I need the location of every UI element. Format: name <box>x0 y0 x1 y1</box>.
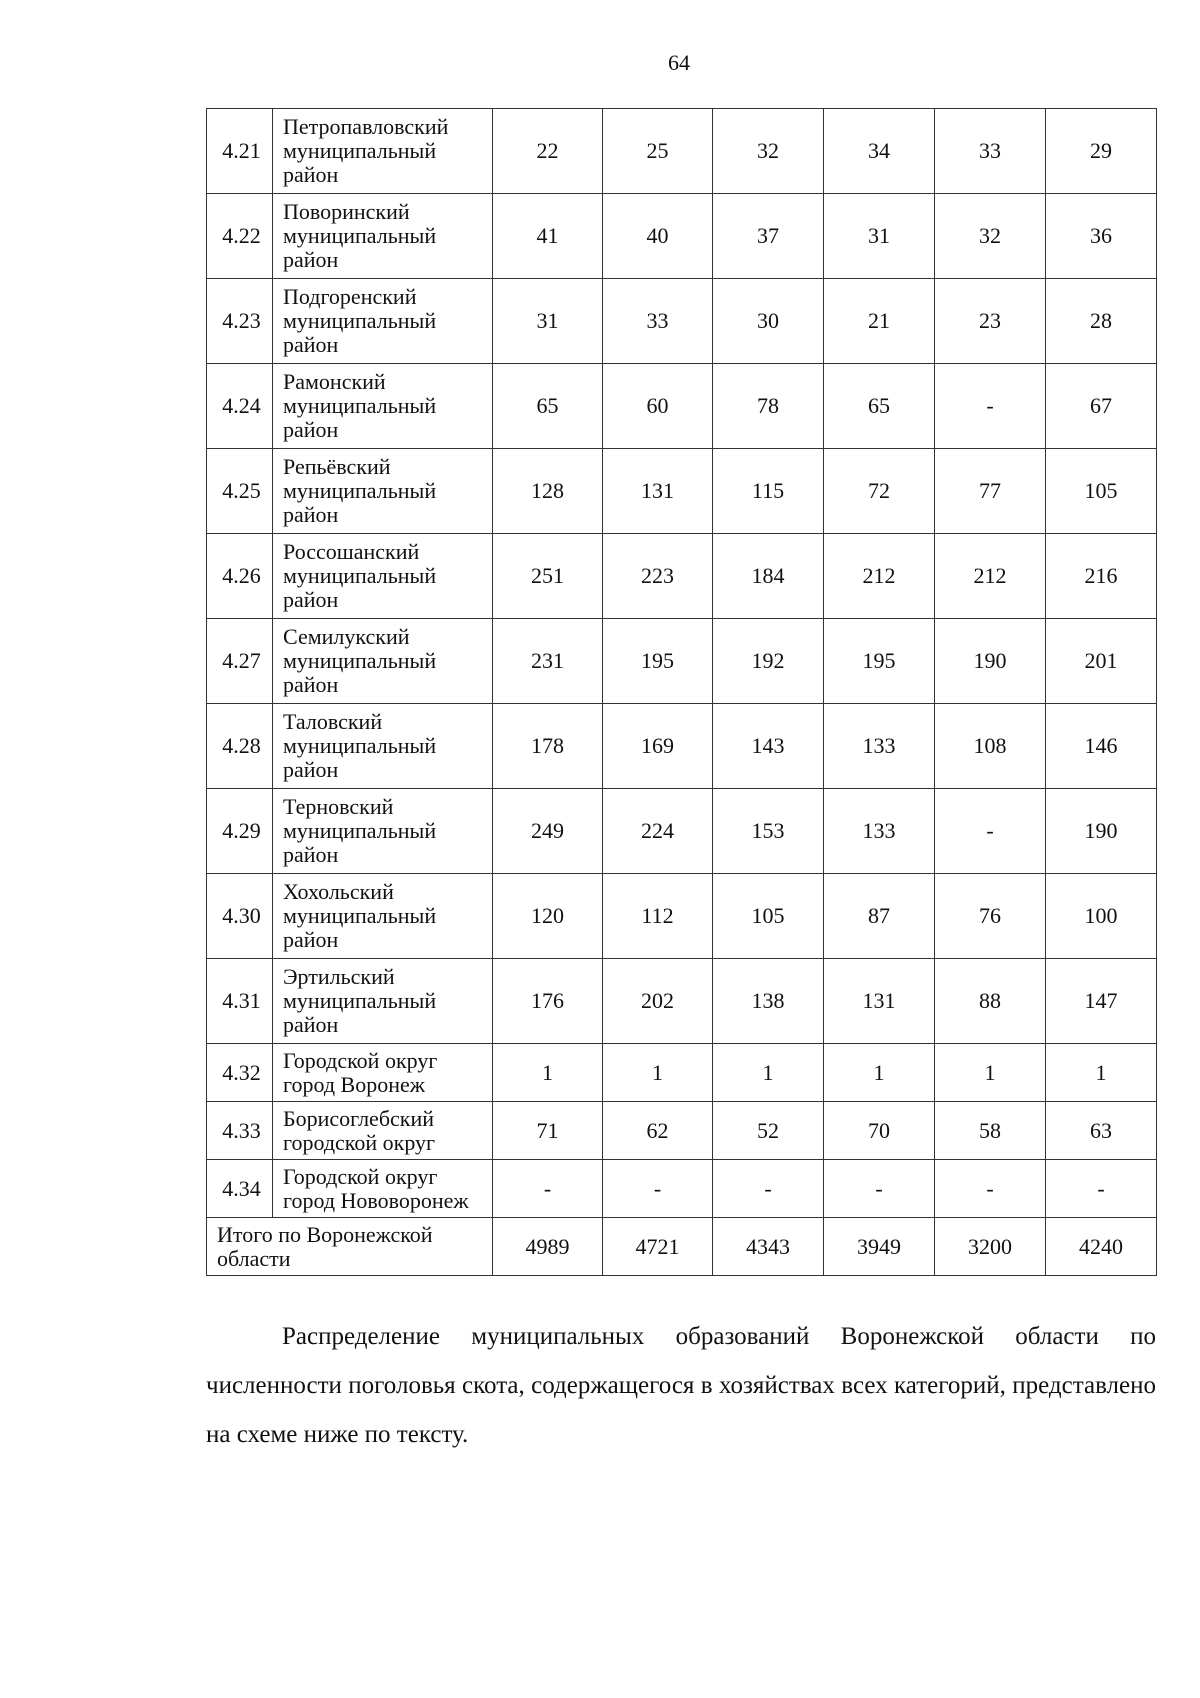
district-name: Рамонский муниципальный район <box>273 364 493 449</box>
value-cell: - <box>1046 1160 1157 1218</box>
row-number: 4.34 <box>207 1160 273 1218</box>
value-cell: 138 <box>713 959 824 1044</box>
table-row <box>207 279 1157 364</box>
district-name: Таловский муниципальный район <box>273 704 493 789</box>
table-row <box>207 194 1157 279</box>
value-cell: 105 <box>1046 449 1157 534</box>
value-cell: 34 <box>824 109 935 194</box>
district-name: Борисоглебский городской округ <box>273 1102 493 1160</box>
value-cell: 216 <box>1046 534 1157 619</box>
value-cell: 65 <box>824 364 935 449</box>
value-cell: 128 <box>493 449 603 534</box>
value-cell: 62 <box>603 1102 713 1160</box>
value-cell: 1 <box>935 1044 1046 1102</box>
value-cell: 71 <box>493 1102 603 1160</box>
row-number: 4.27 <box>207 619 273 704</box>
body-paragraph: Распределение муниципальных образований Воронежской области по численности поголовья скота, содержащегося в хозяйствах всех категорий, представлено на схеме ниже по тексту. <box>206 1323 1156 1448</box>
row-number: 4.23 <box>207 279 273 364</box>
value-cell: 202 <box>603 959 713 1044</box>
total-value-cell: 4240 <box>1046 1218 1157 1276</box>
row-number: 4.28 <box>207 704 273 789</box>
table-row <box>207 789 1157 874</box>
row-number: 4.33 <box>207 1102 273 1160</box>
value-cell: 112 <box>603 874 713 959</box>
row-number: 4.31 <box>207 959 273 1044</box>
district-name: Подгоренский муниципальный район <box>273 279 493 364</box>
value-cell: 108 <box>935 704 1046 789</box>
value-cell: 88 <box>935 959 1046 1044</box>
value-cell: 63 <box>1046 1102 1157 1160</box>
table-row <box>207 1160 1157 1218</box>
table-row <box>207 534 1157 619</box>
value-cell: 22 <box>493 109 603 194</box>
value-cell: 25 <box>603 109 713 194</box>
table-row <box>207 1102 1157 1160</box>
value-cell: 146 <box>1046 704 1157 789</box>
value-cell: 32 <box>713 109 824 194</box>
value-cell: 131 <box>824 959 935 1044</box>
value-cell: 178 <box>493 704 603 789</box>
total-label: Итого по Воронежской области <box>207 1218 493 1276</box>
value-cell: 169 <box>603 704 713 789</box>
value-cell: 115 <box>713 449 824 534</box>
value-cell: 223 <box>603 534 713 619</box>
value-cell: 195 <box>824 619 935 704</box>
table-row <box>207 704 1157 789</box>
row-number: 4.29 <box>207 789 273 874</box>
value-cell: 67 <box>1046 364 1157 449</box>
value-cell: 33 <box>603 279 713 364</box>
value-cell: 78 <box>713 364 824 449</box>
value-cell: 60 <box>603 364 713 449</box>
value-cell: 28 <box>1046 279 1157 364</box>
value-cell: 52 <box>713 1102 824 1160</box>
livestock-table <box>206 108 1157 1276</box>
value-cell: - <box>935 789 1046 874</box>
table-row <box>207 874 1157 959</box>
total-value-cell: 4343 <box>713 1218 824 1276</box>
value-cell: 58 <box>935 1102 1046 1160</box>
value-cell: 1 <box>493 1044 603 1102</box>
value-cell: 72 <box>824 449 935 534</box>
value-cell: 133 <box>824 704 935 789</box>
value-cell: 133 <box>824 789 935 874</box>
total-value-cell: 4721 <box>603 1218 713 1276</box>
value-cell: 143 <box>713 704 824 789</box>
value-cell: 23 <box>935 279 1046 364</box>
value-cell: - <box>824 1160 935 1218</box>
table-row <box>207 959 1157 1044</box>
value-cell: 1 <box>1046 1044 1157 1102</box>
row-number: 4.24 <box>207 364 273 449</box>
value-cell: 105 <box>713 874 824 959</box>
value-cell: - <box>603 1160 713 1218</box>
value-cell: 31 <box>493 279 603 364</box>
value-cell: - <box>935 1160 1046 1218</box>
value-cell: 190 <box>1046 789 1157 874</box>
district-name: Поворинский муниципальный район <box>273 194 493 279</box>
value-cell: 249 <box>493 789 603 874</box>
district-name: Россошанский муниципальный район <box>273 534 493 619</box>
table-row <box>207 619 1157 704</box>
district-name: Семилукский муниципальный район <box>273 619 493 704</box>
value-cell: 212 <box>935 534 1046 619</box>
table-row <box>207 449 1157 534</box>
value-cell: 65 <box>493 364 603 449</box>
value-cell: 231 <box>493 619 603 704</box>
value-cell: 76 <box>935 874 1046 959</box>
table-row <box>207 1044 1157 1102</box>
value-cell: 37 <box>713 194 824 279</box>
value-cell: 184 <box>713 534 824 619</box>
total-row <box>207 1218 1157 1276</box>
value-cell: 29 <box>1046 109 1157 194</box>
row-number: 4.32 <box>207 1044 273 1102</box>
value-cell: - <box>713 1160 824 1218</box>
value-cell: 190 <box>935 619 1046 704</box>
value-cell: 131 <box>603 449 713 534</box>
district-name: Терновский муниципальный район <box>273 789 493 874</box>
value-cell: 201 <box>1046 619 1157 704</box>
row-number: 4.25 <box>207 449 273 534</box>
value-cell: 195 <box>603 619 713 704</box>
value-cell: - <box>493 1160 603 1218</box>
value-cell: 30 <box>713 279 824 364</box>
page-number: 64 <box>668 50 690 75</box>
value-cell: 40 <box>603 194 713 279</box>
value-cell: 32 <box>935 194 1046 279</box>
district-name: Городской округ город Воронеж <box>273 1044 493 1102</box>
value-cell: 21 <box>824 279 935 364</box>
district-name: Городской округ город Нововоронеж <box>273 1160 493 1218</box>
value-cell: 87 <box>824 874 935 959</box>
district-name: Петропавловский муниципальный район <box>273 109 493 194</box>
row-number: 4.30 <box>207 874 273 959</box>
value-cell: 41 <box>493 194 603 279</box>
district-name: Хохольский муниципальный район <box>273 874 493 959</box>
value-cell: 1 <box>824 1044 935 1102</box>
value-cell: 120 <box>493 874 603 959</box>
table-body <box>207 109 1157 1276</box>
value-cell: 36 <box>1046 194 1157 279</box>
row-number: 4.21 <box>207 109 273 194</box>
value-cell: 251 <box>493 534 603 619</box>
table-row <box>207 364 1157 449</box>
table-row <box>207 109 1157 194</box>
value-cell: 1 <box>713 1044 824 1102</box>
value-cell: 31 <box>824 194 935 279</box>
value-cell: 147 <box>1046 959 1157 1044</box>
value-cell: 100 <box>1046 874 1157 959</box>
district-name: Репьёвский муниципальный район <box>273 449 493 534</box>
value-cell: 153 <box>713 789 824 874</box>
value-cell: 224 <box>603 789 713 874</box>
value-cell: 70 <box>824 1102 935 1160</box>
total-value-cell: 3949 <box>824 1218 935 1276</box>
row-number: 4.26 <box>207 534 273 619</box>
value-cell: 33 <box>935 109 1046 194</box>
total-value-cell: 3200 <box>935 1218 1046 1276</box>
value-cell: 176 <box>493 959 603 1044</box>
total-value-cell: 4989 <box>493 1218 603 1276</box>
value-cell: 77 <box>935 449 1046 534</box>
row-number: 4.22 <box>207 194 273 279</box>
value-cell: 212 <box>824 534 935 619</box>
value-cell: 1 <box>603 1044 713 1102</box>
value-cell: 192 <box>713 619 824 704</box>
value-cell: - <box>935 364 1046 449</box>
district-name: Эртильский муниципальный район <box>273 959 493 1044</box>
